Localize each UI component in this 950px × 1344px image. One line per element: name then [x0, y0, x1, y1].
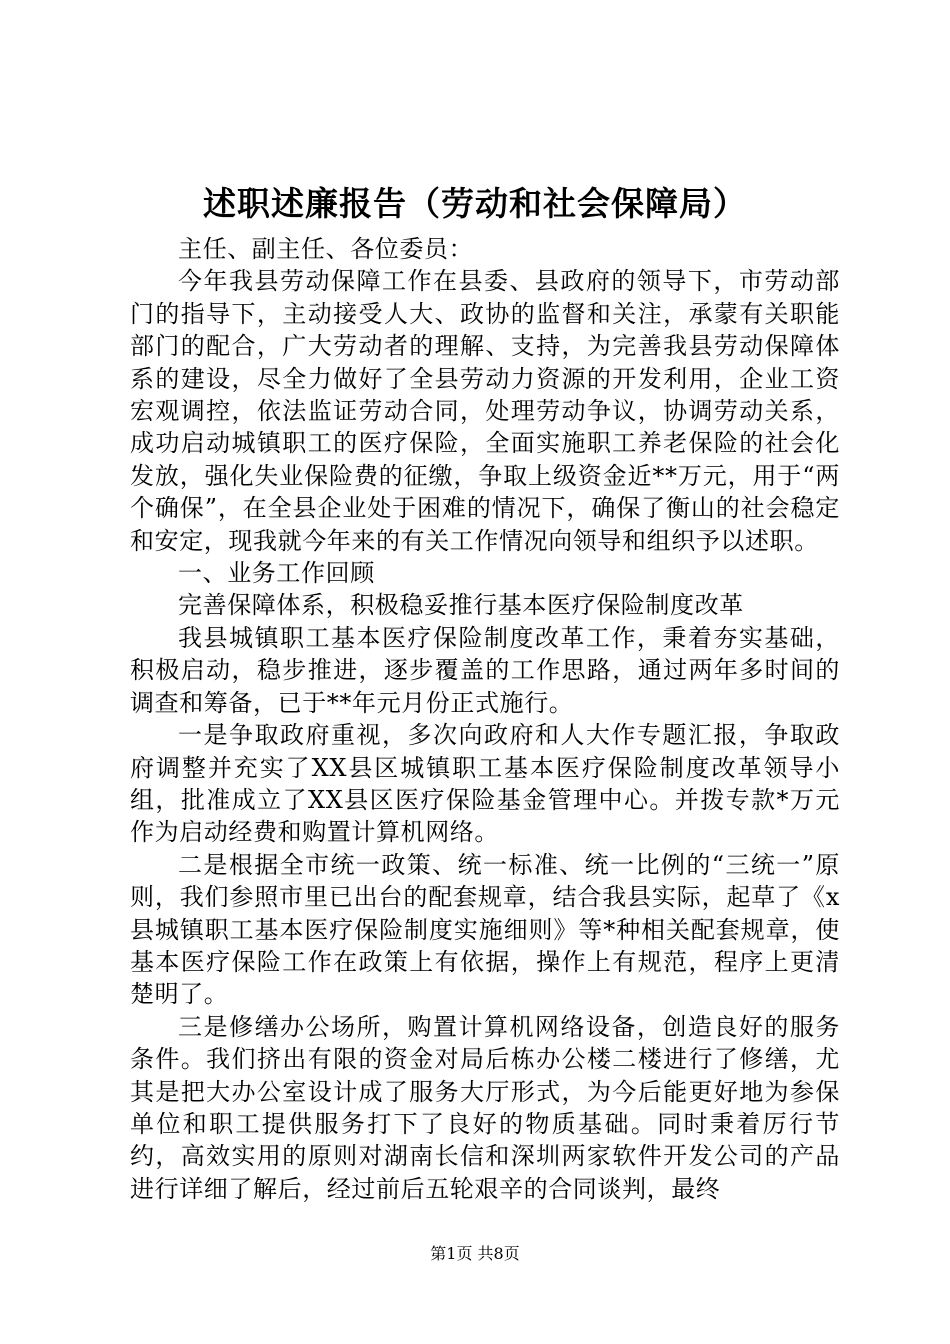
document-body [130, 233, 840, 1205]
subsection-heading: 完善保障体系，积极稳妥推行基本医疗保险制度改革 [178, 591, 744, 620]
body-paragraph: 一是争取政府重视，多次向政府和人大作专题汇报，争取政府调整并充实了XX县区城镇职工基本医疗保险制度改革领导小组，批准成立了XX县区医疗保险基金管理中心。并拨专款*万元作为启动经费和购置计算机网络。 [130, 721, 840, 847]
section-heading: 一、业务工作回顾 [178, 559, 375, 588]
body-paragraph: 我县城镇职工基本医疗保险制度改革工作，秉着夯实基础，积极启动，稳步推进，逐步覆盖的工作思路，通过两年多时间的调查和筹备，已于**年元月份正式施行。 [130, 623, 840, 717]
page-number-footer: 第1页 共8页 [430, 1244, 520, 1263]
body-paragraph: 三是修缮办公场所，购置计算机网络设备，创造良好的服务条件。我们挤出有限的资金对局后栋办公楼二楼进行了修缮，尤其是把大办公室设计成了服务大厅形式，为今后能更好地为参保单位和职工提供服务打下了良好的物质基础。同时秉着厉行节约，高效实用的原则对湖南长信和深圳两家软件开发公司的产品进行详细了解后，经过前后五轮艰辛的合同谈判，最终 [130, 1012, 840, 1203]
salutation-paragraph: 主任、副主任、各位委员： [178, 235, 474, 263]
body-paragraph: 今年我县劳动保障工作在县委、县政府的领导下，市劳动部门的指导下，主动接受人大、政协的监督和关注，承蒙有关职能部门的配合，广大劳动者的理解、支持，为完善我县劳动保障体系的建设，尽全力做好了全县劳动力资源的开发利用，企业工资宏观调控，依法监证劳动合同，处理劳动争议，协调劳动关系，成功启动城镇职工的医疗保险，全面实施职工养老保险的社会化发放，强化失业保险费的征缴，争取上级资金近**万元，用于“两个确保”，在全县企业处于困难的情况下，确保了衡山的社会稳定和安定，现我就今年来的有关工作情况向领导和组织予以述职。 [130, 267, 840, 555]
document-title: 述职述廉报告（劳动和社会保障局） [203, 184, 747, 223]
body-paragraph: 二是根据全市统一政策、统一标准、统一比例的“三统一”原则，我们参照市里已出台的配套规章，结合我县实际，起草了《x县城镇职工基本医疗保险制度实施细则》等*种相关配套规章，使基本医疗保险工作在政策上有依据，操作上有规范，程序上更清楚明了。 [130, 850, 840, 1009]
